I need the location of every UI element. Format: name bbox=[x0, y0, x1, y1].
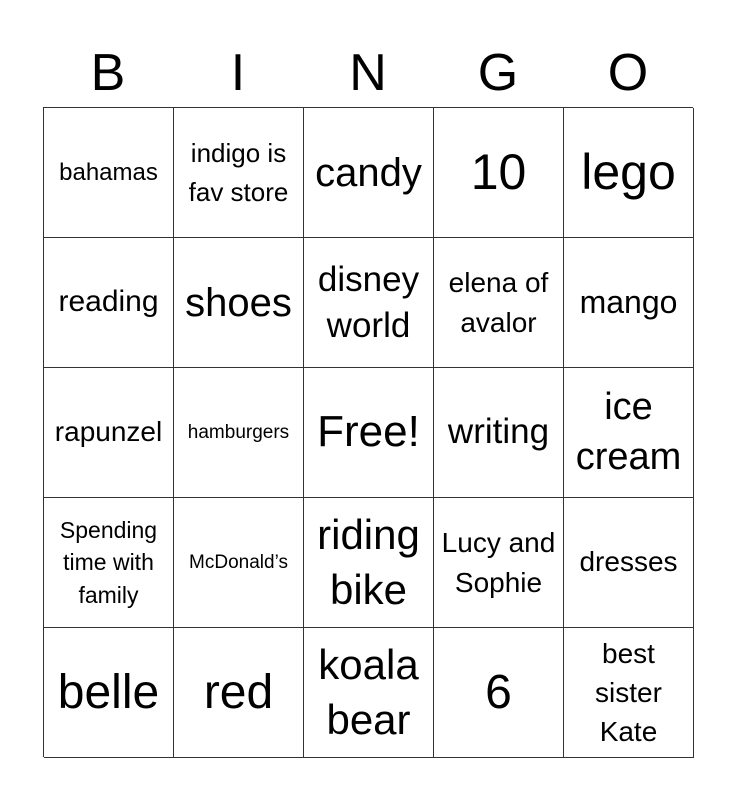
bingo-cell[interactable]: Spending time with family bbox=[44, 498, 174, 628]
bingo-cell[interactable]: mango bbox=[564, 238, 694, 368]
bingo-cell[interactable]: 6 bbox=[434, 628, 564, 758]
bingo-cell[interactable]: red bbox=[174, 628, 304, 758]
bingo-cell[interactable]: koala bear bbox=[304, 628, 434, 758]
bingo-cell[interactable]: dresses bbox=[564, 498, 694, 628]
bingo-header bbox=[43, 40, 693, 106]
bingo-cell[interactable]: 10 bbox=[434, 108, 564, 238]
bingo-cell[interactable]: belle bbox=[44, 628, 174, 758]
bingo-cell[interactable]: shoes bbox=[174, 238, 304, 368]
bingo-cell[interactable]: lego bbox=[564, 108, 694, 238]
bingo-cell[interactable]: bahamas bbox=[44, 108, 174, 238]
header-letter-o: O bbox=[607, 44, 649, 102]
bingo-cell[interactable]: disney world bbox=[304, 238, 434, 368]
free-space[interactable]: Free! bbox=[304, 368, 434, 498]
bingo-cell[interactable]: riding bike bbox=[304, 498, 434, 628]
bingo-cell[interactable]: ice cream bbox=[564, 368, 694, 498]
bingo-cell[interactable]: McDonald’s bbox=[174, 498, 304, 628]
bingo-cell[interactable]: writing bbox=[434, 368, 564, 498]
header-letter-n: N bbox=[349, 44, 387, 102]
bingo-cell[interactable]: candy bbox=[304, 108, 434, 238]
header-letter-i: I bbox=[230, 44, 246, 102]
bingo-cell[interactable]: elena of avalor bbox=[434, 238, 564, 368]
bingo-cell[interactable]: best sister Kate bbox=[564, 628, 694, 758]
header-letter-g: G bbox=[477, 44, 519, 102]
bingo-cell[interactable]: reading bbox=[44, 238, 174, 368]
header-letter-b: B bbox=[90, 44, 126, 102]
bingo-board bbox=[43, 107, 693, 757]
bingo-cell[interactable]: hamburgers bbox=[174, 368, 304, 498]
bingo-cell[interactable]: Lucy and Sophie bbox=[434, 498, 564, 628]
bingo-cell[interactable]: rapunzel bbox=[44, 368, 174, 498]
bingo-cell[interactable]: indigo is fav store bbox=[174, 108, 304, 238]
